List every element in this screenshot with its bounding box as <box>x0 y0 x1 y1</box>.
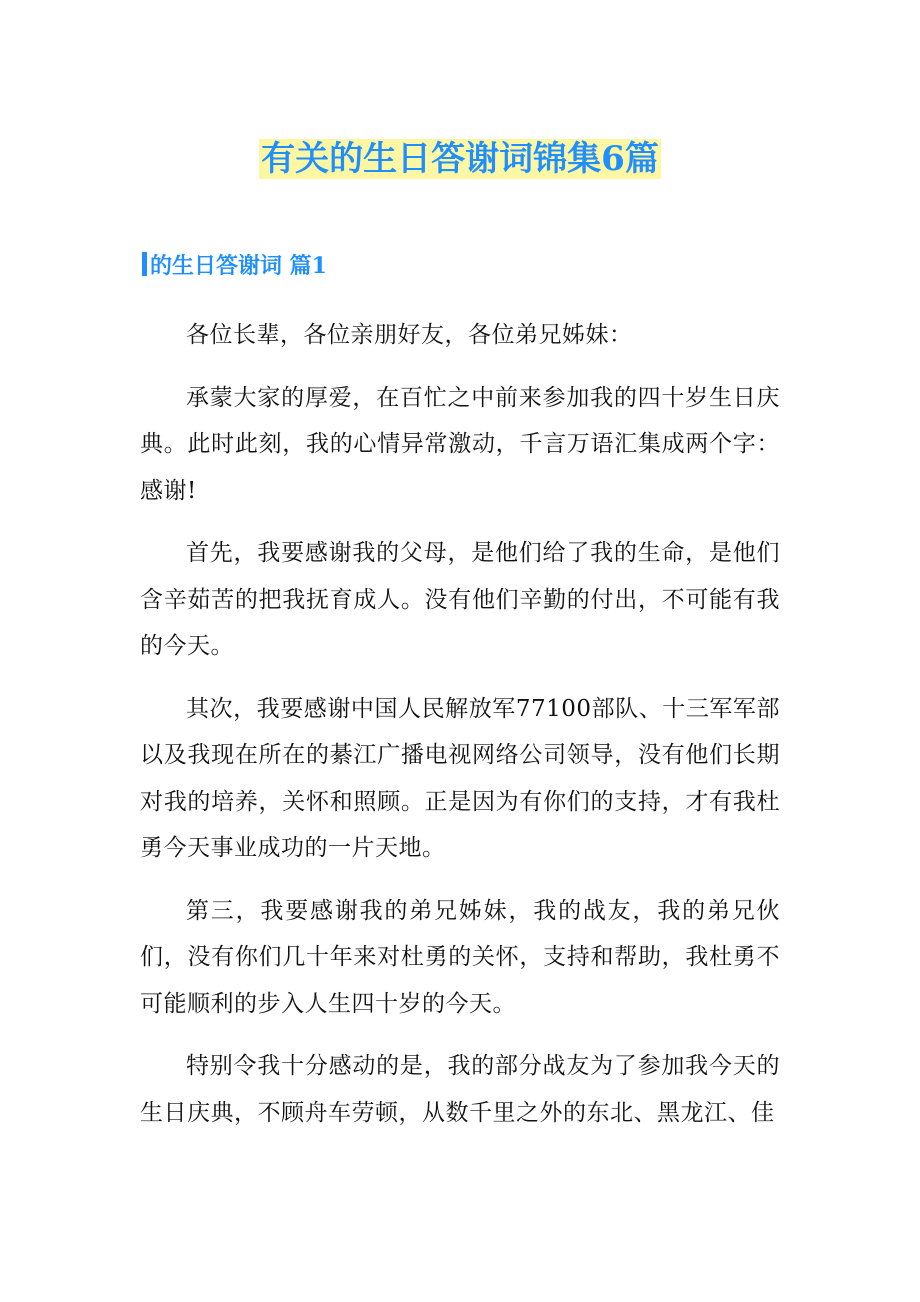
body-text <box>140 312 780 1152</box>
paragraph-leaders: 其次，我要感谢中国人民解放军77100部队、十三军军部以及我现在所在的綦江广播电视网络公司领导，没有他们长期对我的培养，关怀和照顾。正是因为有你们的支持，才有我杜勇今天事业成功的一片天地。 <box>140 695 780 861</box>
section-heading <box>142 249 327 279</box>
paragraph-comrades: 特别令我十分感动的是，我的部分战友为了参加我今天的生日庆典，不顾舟车劳顿，从数千里之外的东北、黑龙江、佳 <box>140 1053 780 1126</box>
section-heading-text: 的生日答谢词 篇1 <box>150 252 327 279</box>
document-title <box>0 134 920 184</box>
heading-marker-bar <box>142 252 147 276</box>
paragraph-greeting: 各位长辈，各位亲朋好友，各位弟兄姊妹： <box>186 322 633 348</box>
paragraph-parents: 首先，我要感谢我的父母，是他们给了我的生命，是他们含辛茹苦的把我抚育成人。没有他们辛勤的付出，不可能有我的今天。 <box>140 540 780 659</box>
document-title-text: 有关的生日答谢词锦集6篇 <box>261 139 659 179</box>
paragraph-thanks: 承蒙大家的厚爱，在百忙之中前来参加我的四十岁生日庆典。此时此刻，我的心情异常激动，千言万语汇集成两个字：感谢! <box>140 384 780 504</box>
paragraph-siblings: 第三，我要感谢我的弟兄姊妹，我的战友，我的弟兄伙们，没有你们几十年来对杜勇的关怀，支持和帮助，我杜勇不可能顺利的步入人生四十岁的今天。 <box>140 897 780 1017</box>
